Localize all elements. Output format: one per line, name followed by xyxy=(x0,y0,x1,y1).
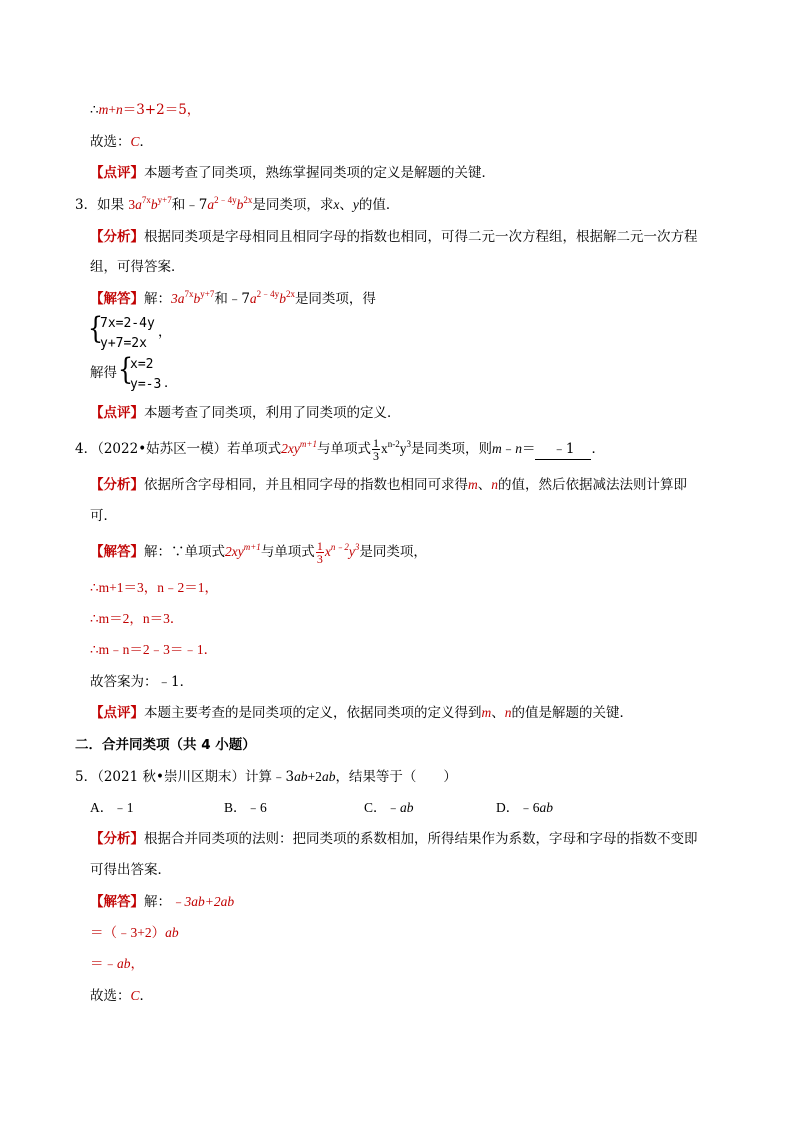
question-prefix: 若单项式 xyxy=(227,441,282,457)
var-a: a xyxy=(207,197,215,212)
exp-b: y+7 xyxy=(157,195,172,205)
question-prefix: 如果 xyxy=(97,197,125,213)
review-tag: 【点评】 xyxy=(90,405,144,421)
var-n: n xyxy=(491,477,498,492)
q4-answer xyxy=(90,540,427,565)
therefore-symbol: ∴ xyxy=(90,102,99,118)
review-text: 的值是解题的关键． xyxy=(511,705,633,721)
question-number: 5． xyxy=(75,769,98,785)
system-1-line-1: 7x=2-4y xyxy=(100,316,155,331)
var-n: n xyxy=(115,102,123,117)
ans-monomial-1 xyxy=(225,544,261,559)
var-ab: ab xyxy=(321,769,336,784)
exp-a: 7x xyxy=(184,289,194,299)
option-prefix: D．﹣6 xyxy=(496,800,540,815)
var-m: m xyxy=(491,441,502,456)
var-x: x xyxy=(324,544,331,559)
question-number: 3． xyxy=(75,197,98,213)
q4-step-1: ∴m+1＝3，n﹣2＝1， xyxy=(90,580,218,595)
q3-answer xyxy=(90,289,376,309)
q5-choice xyxy=(90,986,153,1006)
brace-icon: { xyxy=(87,311,104,346)
exp-a: 7x xyxy=(141,195,151,205)
equals-sign: ＝ xyxy=(521,441,536,457)
and-text: 和﹣7 xyxy=(171,197,208,213)
plus-term: +2 xyxy=(307,769,322,784)
analysis-tag: 【分析】 xyxy=(90,229,144,245)
q4-step-2: ∴m＝2，n＝3． xyxy=(90,611,184,626)
review-tag: 【点评】 xyxy=(90,165,144,181)
analysis-text: 的值，然后依据减法法则计算即 xyxy=(498,477,687,493)
var-b: b xyxy=(236,197,244,212)
choice-label: 故选： xyxy=(90,988,131,1004)
var-n: n xyxy=(504,705,512,720)
separator: 、 xyxy=(339,197,353,213)
q3-analysis xyxy=(90,227,698,247)
fraction-one-third xyxy=(316,540,324,565)
system-2-period: ． xyxy=(164,375,178,391)
exp-y: 3 xyxy=(354,542,360,552)
exp-a: 2﹣4y xyxy=(214,195,237,205)
answer-tag: 【解答】 xyxy=(90,291,144,307)
var-m: m xyxy=(98,102,109,117)
var-y: y xyxy=(348,544,355,559)
system-2-line-2: y=-3 xyxy=(130,377,162,392)
var-a: a xyxy=(135,197,142,212)
option-b: B．﹣6 xyxy=(224,800,267,815)
var-a: a xyxy=(249,291,257,306)
answer-expression: ﹣3ab+2ab xyxy=(171,894,235,909)
exp-b: 2x xyxy=(243,195,253,205)
var-ab: ab xyxy=(165,925,179,940)
term-2 xyxy=(207,197,252,212)
monomial-1 xyxy=(281,441,317,456)
q3-review xyxy=(90,403,401,423)
analysis-text: 依据所含字母相同，并且相同字母的指数也相同可求得 xyxy=(144,477,468,493)
q5-step-1 xyxy=(90,923,179,943)
var-ab: ab xyxy=(539,800,553,815)
numerator: 1 xyxy=(316,539,323,553)
step-text: ＝（﹣3+2） xyxy=(90,925,166,940)
var-b: b xyxy=(150,197,158,212)
q4-analysis xyxy=(90,475,687,495)
system-1-comma: ， xyxy=(158,324,172,340)
var-ab: ab xyxy=(400,800,414,815)
answer-tag: 【解答】 xyxy=(90,544,144,560)
review-text: 本题考查了同类项，利用了同类项的定义． xyxy=(144,405,401,421)
monomial-exp: m+1 xyxy=(299,439,317,449)
analysis-text: 可． xyxy=(90,508,117,524)
question-prefix: 计算﹣3 xyxy=(244,769,295,785)
ans-monomial-2 xyxy=(325,544,360,559)
ans-term-2 xyxy=(250,291,295,306)
and-text: 和﹣7 xyxy=(214,291,250,307)
answer-prefix: 解： xyxy=(144,291,171,307)
plus-sign: + xyxy=(108,102,116,117)
question-number: 4． xyxy=(75,441,98,457)
coef: 3 xyxy=(128,197,136,212)
choice-line xyxy=(90,132,153,152)
monomial-base: 2xy xyxy=(225,544,244,559)
option-c xyxy=(364,798,414,818)
exp-a: 2﹣4y xyxy=(256,289,280,299)
answer-blank: ﹣1 xyxy=(535,439,591,460)
analysis-text: 组，可得答案． xyxy=(90,259,185,275)
step-end: ， xyxy=(130,956,144,971)
var-x: x xyxy=(380,441,388,456)
var-m: m xyxy=(468,477,478,492)
review-tag: 【点评】 xyxy=(90,705,144,721)
question-suffix: ． xyxy=(591,441,605,457)
answer-text: 是同类项，得 xyxy=(294,291,376,307)
q5-analysis-cont xyxy=(90,860,171,880)
question-text: 是同类项，则 xyxy=(410,441,492,457)
question-4 xyxy=(75,437,605,462)
answer-tag: 【解答】 xyxy=(90,894,144,910)
answer-text: 是同类项， xyxy=(359,544,427,560)
option-a: A．﹣1 xyxy=(90,800,134,815)
fraction-one-third xyxy=(372,437,380,462)
ans-term-1 xyxy=(171,291,214,306)
var-y: y xyxy=(399,441,407,456)
choice-period: ． xyxy=(139,988,154,1004)
choice-label: 故选： xyxy=(90,134,131,150)
section-title: 二．合并同类项（共 4 小题） xyxy=(75,737,256,753)
question-text: 是同类项，求 xyxy=(252,197,334,213)
term-1 xyxy=(128,197,171,212)
denominator: 3 xyxy=(372,449,379,463)
solution-line-sum xyxy=(90,100,200,120)
review-text: 本题主要考查的是同类项的定义，依据同类项的定义得到 xyxy=(144,705,482,721)
question-source: （2022•姑苏区一模） xyxy=(97,441,228,457)
exp-x: n﹣2 xyxy=(330,542,349,552)
monomial-exp: m+1 xyxy=(243,542,261,552)
coef-var: 3a xyxy=(171,291,185,306)
q5-analysis xyxy=(90,829,698,849)
analysis-text: 根据同类项是字母相同且相同字母的指数也相同，可得二元一次方程组，根据解二元一次方程 xyxy=(144,229,698,245)
analysis-tag: 【分析】 xyxy=(90,831,144,847)
var-b: b xyxy=(279,291,286,306)
var-y: y xyxy=(352,197,359,212)
q3-analysis-cont xyxy=(90,257,185,277)
choice-value: C xyxy=(130,134,140,149)
option-prefix: C．﹣ xyxy=(364,800,401,815)
review-line xyxy=(90,163,495,183)
choice-value: C xyxy=(130,988,140,1003)
review-text: 本题考查了同类项，熟练掌握同类项的定义是解题的关键． xyxy=(144,165,495,181)
exp-b: 2x xyxy=(285,289,295,299)
system-1-line-2: y+7=2x xyxy=(100,336,147,351)
q5-answer xyxy=(90,892,234,912)
exp-b: y+7 xyxy=(200,289,215,299)
analysis-text: 根据合并同类项的法则：把同类项的系数相加，所得结果作为系数，字母和字母的指数不变即 xyxy=(144,831,698,847)
q4-review xyxy=(90,703,633,723)
analysis-text: 可得出答案． xyxy=(90,862,171,878)
q4-step-3: ∴m﹣n＝2﹣3＝﹣1． xyxy=(90,642,218,657)
answer-prefix: 解：∵单项式 xyxy=(144,544,225,560)
separator: 、 xyxy=(491,705,505,721)
system-2-line-1: x=2 xyxy=(130,357,154,372)
with-text: 与单项式 xyxy=(260,544,315,560)
solve-label: 解得 xyxy=(90,365,117,381)
choice-period: ． xyxy=(139,134,154,150)
var-ab: ab xyxy=(294,769,308,784)
var-b: b xyxy=(193,291,201,306)
question-suffix: ，结果等于（ ） xyxy=(335,769,457,785)
var-ab: ab xyxy=(117,956,131,971)
sum-result: ＝3+2＝5， xyxy=(122,102,201,118)
exp-y: 3 xyxy=(406,439,411,449)
step-text: ＝﹣ xyxy=(90,956,117,971)
var-m: m xyxy=(481,705,492,720)
question-suffix: 的值． xyxy=(358,197,400,213)
minus-sign: ﹣ xyxy=(501,441,516,457)
exp-x: n-2 xyxy=(387,439,400,449)
question-source: （2021 秋•崇川区期末） xyxy=(97,769,245,785)
separator: 、 xyxy=(477,477,492,493)
brace-icon: { xyxy=(117,352,134,387)
numerator: 1 xyxy=(372,436,379,450)
monomial-2 xyxy=(381,441,411,456)
answer-prefix: 解： xyxy=(144,894,171,910)
with-text: 与单项式 xyxy=(316,441,371,457)
q4-analysis-cont xyxy=(90,506,117,526)
var-x: x xyxy=(333,197,340,212)
monomial-base: 2xy xyxy=(281,441,300,456)
question-3 xyxy=(75,195,399,215)
var-n: n xyxy=(515,441,522,456)
option-d xyxy=(496,798,553,818)
question-5 xyxy=(75,767,457,787)
q5-step-2 xyxy=(90,954,144,974)
q4-final: 故答案为：﹣1． xyxy=(90,674,194,690)
analysis-tag: 【分析】 xyxy=(90,477,144,493)
denominator: 3 xyxy=(316,552,323,566)
